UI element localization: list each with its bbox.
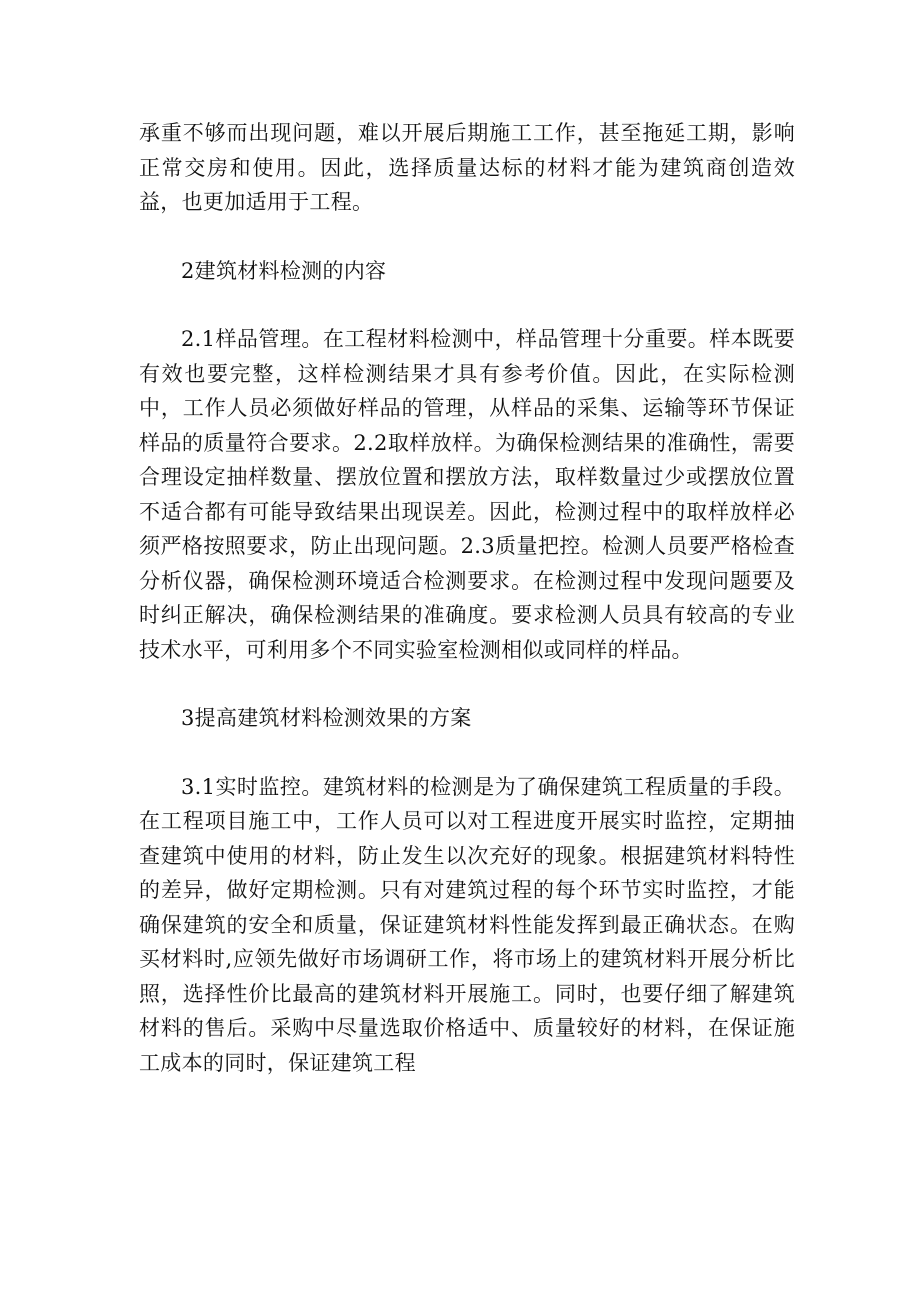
paragraph-section-2: 2.1样品管理。在工程材料检测中，样品管理十分重要。样本既要有效也要完整，这样检测结果才具有参考价值。因此，在实际检测中，工作人员必须做好样品的管理，从样品的采集、运输等环节保证样品的质量符合要求。2.2取样放样。为确保检测结果的准确性，需要合理设定抽样数量、摆放位置和摆放方法，取样数量过少或摆放位置不适合都有可能导致结果出现误差。因此，检测过程中的取样放样必须严格按照要求，防止出现问题。2.3质量把控。检测人员要严格检查分析仪器，确保检测环境适合检测要求。在检测过程中发现问题要及时纠正解决，确保检测结果的准确度。要求检测人员具有较高的专业技术水平，可利用多个不同实验室检测相似或同样的样品。	[139, 327, 795, 662]
paragraph-section-3: 3.1实时监控。建筑材料的检测是为了确保建筑工程质量的手段。在工程项目施工中，工作人员可以对工程进度开展实时监控，定期抽查建筑中使用的材料，防止发生以次充好的现象。根据建筑材料特性的差异，做好定期检测。只有对建筑过程的每个环节实时监控，才能确保建筑的安全和质量，保证建筑材料性能发挥到最正确状态。在购买材料时,应领先做好市场调研工作，将市场上的建筑材料开展分析比照，选择性价比最高的建筑材料开展施工。同时，也要仔细了解建筑材料的售后。采购中尽量选取价格适中、质量较好的材料，在保证施工成本的同时，保证建筑工程	[139, 774, 795, 1075]
paragraph-gap	[139, 220, 795, 254]
section-heading-2: 2建筑材料检测的内容	[181, 258, 387, 283]
paragraph-continuation: 承重不够而出现问题，难以开展后期施工工作，甚至拖延工期，影响正常交房和使用。因此，选择质量达标的材料才能为建筑商创造效益，也更加适用于工程。	[139, 121, 795, 214]
paragraph-gap	[139, 288, 795, 322]
document-body	[139, 116, 795, 1080]
paragraph-gap	[139, 667, 795, 701]
paragraph-gap	[139, 736, 795, 770]
section-heading-3: 3提高建筑材料检测效果的方案	[181, 706, 472, 730]
